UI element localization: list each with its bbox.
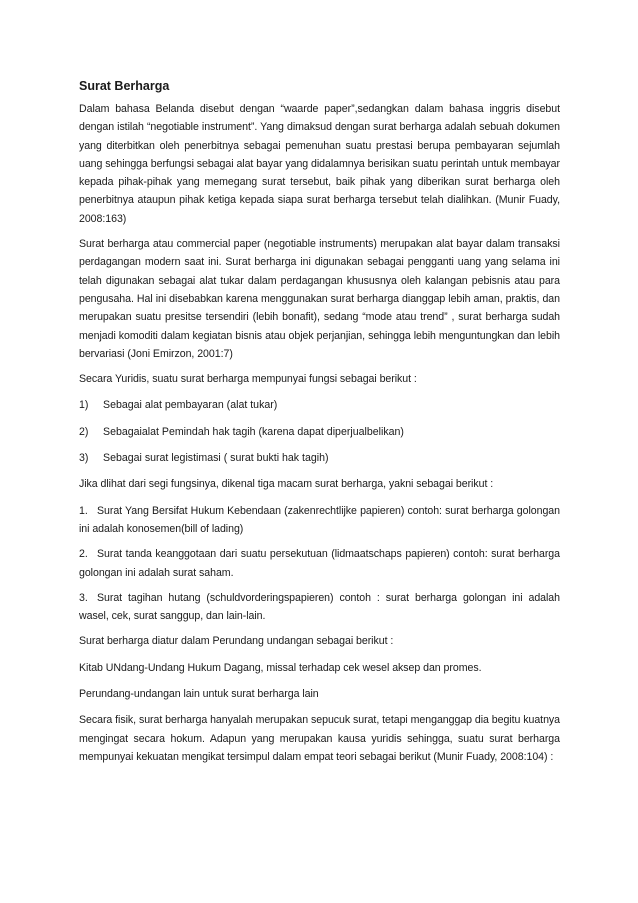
type-item-3	[79, 589, 560, 626]
function-item-3	[79, 449, 560, 467]
paragraph-regulation-intro: Surat berharga diatur dalam Perundang undangan sebagai berikut :	[79, 635, 394, 648]
type-item-number: 2.	[79, 548, 88, 561]
paragraph-commercial-paper: Surat berharga atau commercial paper (negotiable instruments) merupakan alat bayar dalam transaksi perdagangan modern saat ini. Surat berharga ini digunakan sebagai pengganti uang yang selama ini telah digunakan sebagai alat tukar dalam perdagangan khususnya oleh kalangan pebisnis atau para pengusaha. Hal ini disebabkan karena menggunakan surat berharga dianggap lebih aman, praktis, dan merupakan suatu presitse tersendiri (lebih bonafit), sedang “mode atau trend” , surat berharga sudah menjadi komoditi dalam kegiatan bisnis atau objek perjanjian, sehingga lebih menguntungkan dan lebih bervariasi (Joni Emirzon, 2001:7)	[79, 238, 560, 360]
function-item-text: Sebagai surat legistimasi ( surat bukti hak tagih)	[103, 452, 329, 465]
type-item-number: 3.	[79, 591, 88, 604]
type-item-2	[79, 545, 560, 582]
function-item-2	[79, 423, 560, 441]
function-item-number: 3)	[79, 452, 89, 465]
paragraph-definition: Dalam bahasa Belanda disebut dengan “waarde paper”,sedangkan dalam bahasa inggris disebut dengan istilah “negotiable instrument”. Yang dimaksud dengan surat berharga adalah sebuah dokumen yang diterbitkan oleh penerbitnya sebagai pemenuhan suatu prestasi berupa pembayaran sejumlah uang sehingga berfungsi sebagai alat bayar yang didalamnya berisikan suatu perintah untuk membayar kepada pihak-pihak yang memegang surat tersebut, baik pihak yang diberikan surat berharga oleh penerbitnya ataupun pihak ketiga kepada siapa surat berharga tersebut telah dialihkan. (Munir Fuady, 2008:163)	[79, 103, 560, 225]
type-item-number: 1.	[79, 504, 88, 517]
function-item-number: 2)	[79, 425, 89, 438]
function-item-1	[79, 396, 560, 414]
paragraph-physical: Secara fisik, surat berharga hanyalah merupakan sepucuk surat, tetapi menganggap dia begitu kuatnya mengingat secara hokum. Adapun yang merupakan kausa yuridis sehingga, suatu surat berharga mempunyai kekuatan mengikat tersimpul dalam empat teori sebagai berikut (Munir Fuady, 2008:104) :	[79, 714, 560, 763]
document-title: Surat Berharga	[79, 79, 170, 93]
paragraph-juridical-intro: Secara Yuridis, suatu surat berharga mempunyai fungsi sebagai berikut :	[79, 373, 417, 386]
function-item-text: Sebagai alat pembayaran (alat tukar)	[103, 399, 278, 412]
paragraph-kuhd: Kitab UNdang-Undang Hukum Dagang, missal terhadap cek wesel aksep dan promes.	[79, 661, 482, 674]
function-item-text: Sebagaialat Pemindah hak tagih (karena dapat diperjualbelikan)	[103, 425, 404, 438]
paragraph-other-laws: Perundang-undangan lain untuk surat berharga lain	[79, 688, 319, 701]
document-page	[79, 78, 560, 773]
type-item-text: Surat tanda keanggotaan dari suatu persekutuan (lidmaatschaps papieren) contoh: surat berharga golongan ini adalah surat saham.	[79, 548, 560, 579]
type-item-1	[79, 502, 560, 539]
type-item-text: Surat tagihan hutang (schuldvorderingspapieren) contoh : surat berharga golongan ini adalah wasel, cek, surat sanggup, dan lain-lain.	[79, 591, 560, 623]
type-item-text: Surat Yang Bersifat Hukum Kebendaan (zakenrechtlijke papieren) contoh: surat berharga golongan ini adalah konosemen(bill of lading)	[79, 504, 560, 535]
function-item-number: 1)	[79, 399, 89, 412]
paragraph-types-intro: Jika dlihat dari segi fungsinya, dikenal tiga macam surat berharga, yakni sebagai berikut :	[79, 478, 494, 491]
